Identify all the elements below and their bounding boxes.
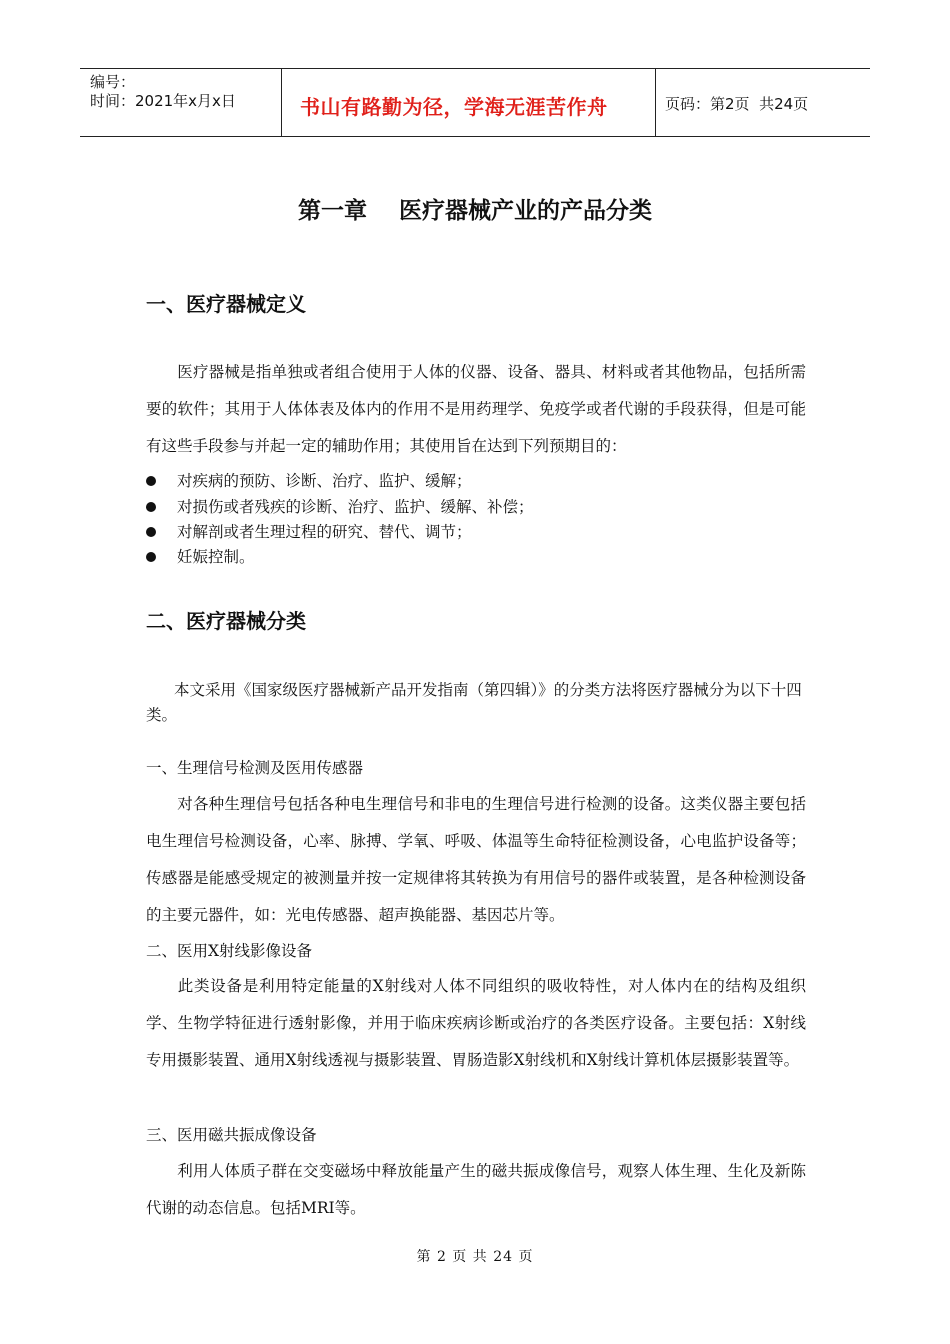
subsection-heading: 三、医用磁共振成像设备 (146, 1126, 317, 1144)
header-page-label: 页码：第2页 共24页 (665, 95, 809, 113)
bullet-item (146, 494, 806, 520)
classification-intro (146, 678, 806, 728)
subsection-body (146, 968, 806, 1079)
bullet-text: 对解剖或者生理过程的研究、替代、调节； (177, 523, 472, 541)
header-motto: 书山有路勤为径，学海无涯苦作舟 (300, 95, 608, 119)
header-number-label: 编号： (90, 73, 136, 91)
bullet-dot-icon (146, 527, 156, 537)
section-title-classification: 二、医疗器械分类 (146, 609, 306, 633)
bullet-dot-icon (146, 502, 156, 512)
definition-paragraph-text: 医疗器械是指单独或者组合使用于人体的仪器、设备、器具、材料或者其他物品，包括所需要的软件；其用于人体体表及体内的作用不是用药理学、免疫学或者代谢的手段获得，但是可能有这些手段参与并起一定的辅助作用；其使用旨在达到下列预期目的： (146, 363, 806, 455)
bullet-text: 对损伤或者残疾的诊断、治疗、监护、缓解、补偿； (177, 498, 534, 516)
definition-paragraph (146, 354, 806, 465)
subsection-body-text: 利用人体质子群在交变磁场中释放能量产生的磁共振成像信号，观察人体生理、生化及新陈代谢的动态信息。包括MRI等。 (146, 1162, 806, 1217)
bullet-dot-icon (146, 552, 156, 562)
subsection-body-text: 此类设备是利用特定能量的X射线对人体不同组织的吸收特性，对人体内在的结构及组织学、生物学特征进行透射影像，并用于临床疾病诊断或治疗的各类医疗设备。主要包括：X射线专用摄影装置、通用X射线透视与摄影装置、胃肠造影X射线机和X射线计算机体层摄影装置等。 (146, 977, 806, 1069)
classification-intro-text: 本文采用《国家级医疗器械新产品开发指南（第四辑）》的分类方法将医疗器械分为以下十四类。 (146, 681, 802, 724)
header-divider-left (281, 68, 282, 136)
subsection-heading: 一、生理信号检测及医用传感器 (146, 759, 364, 777)
bullet-item (146, 519, 806, 545)
chapter-title: 第一章 医疗器械产业的产品分类 (297, 198, 653, 224)
bullet-item (146, 544, 806, 570)
header-time-label: 时间：2021年x月x日 (90, 92, 236, 110)
header-divider-right (655, 68, 656, 136)
subsection-heading: 二、医用X射线影像设备 (146, 942, 313, 960)
header-top-border (80, 68, 870, 69)
subsection-body-text: 对各种生理信号包括各种电生理信号和非电的生理信号进行检测的设备。这类仪器主要包括电生理信号检测设备，心率、脉搏、学氧、呼吸、体温等生命特征检测设备，心电监护设备等；传感器是能感受规定的被测量并按一定规律将其转换为有用信号的器件或装置，是各种检测设备的主要元器件，如：光电传感器、超声换能器、基因芯片等。 (146, 795, 806, 924)
bullet-item (146, 468, 806, 494)
bullet-text: 妊娠控制。 (177, 548, 255, 566)
subsection-body (146, 1153, 806, 1227)
bullet-dot-icon (146, 476, 156, 486)
section-title-definition: 一、医疗器械定义 (146, 292, 306, 316)
subsection-body (146, 786, 806, 934)
bullet-text: 对疾病的预防、诊断、治疗、监护、缓解； (177, 472, 472, 490)
page-footer: 第 2 页 共 24 页 (416, 1249, 534, 1265)
header-bottom-border (80, 136, 870, 137)
